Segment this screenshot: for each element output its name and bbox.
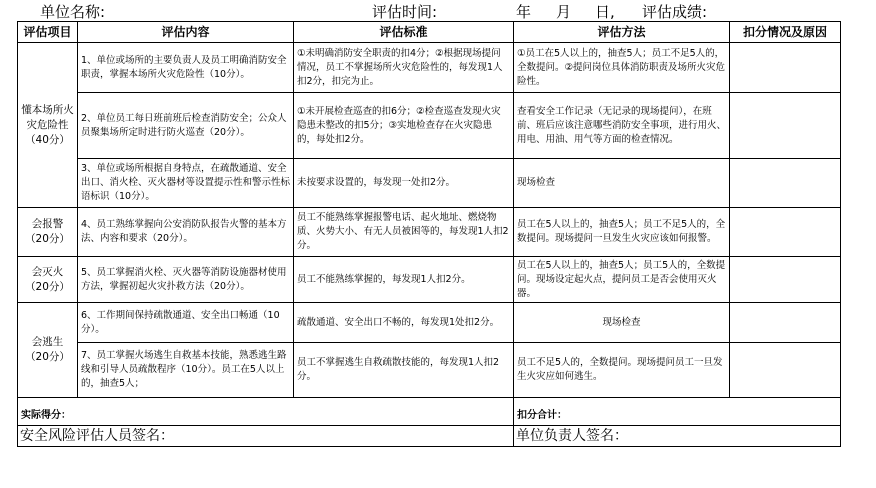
column-header-content: 评估内容 [78, 22, 294, 43]
standard-cell: 员工不能熟练掌握报警电话、起火地址、燃烧物质、火势大小、有无人员被困等的，每发现1人扣2分。 [294, 208, 514, 257]
table-row [18, 43, 841, 93]
content-cell: 3、单位或场所根据自身特点，在疏散通道、安全出口、消火栓、灭火器材等设置提示性和警示性标语标识（10分）。 [78, 159, 294, 208]
standard-cell: 疏散通道、安全出口不畅的，每发现1处扣2分。 [294, 303, 514, 343]
form-header [0, 0, 876, 20]
summary-row [18, 398, 841, 426]
column-header-standard: 评估标准 [294, 22, 514, 43]
content-cell: 5、员工掌握消火栓、灭火器等消防设施器材使用方法，掌握初起火灾扑救方法（20分）。 [78, 257, 294, 303]
day-label: 日, [595, 3, 615, 21]
column-header-item: 评估项目 [18, 22, 78, 43]
method-cell: 员工在5人以上的，抽查5人；员工5人的，全数提问。现场设定起火点，提问员工是否会使用灭火器。 [514, 257, 730, 303]
category-cell: 懂本场所火灾危险性（40分） [18, 43, 78, 208]
category-cell: 会报警（20分） [18, 208, 78, 257]
deduction-cell[interactable] [730, 343, 841, 398]
unit-name-label: 单位名称: [40, 3, 106, 21]
unit-head-signature-field[interactable]: 单位负责人签名： [514, 426, 841, 447]
year-label: 年 [516, 3, 532, 21]
method-cell: 员工不足5人的，全数提问。现场提问员工一旦发生火灾应如何逃生。 [514, 343, 730, 398]
content-cell: 2、单位员工每日班前班后检查消防安全；公众人员聚集场所定时进行防火巡查（20分）。 [78, 93, 294, 159]
table-row [18, 303, 841, 343]
deduction-cell[interactable] [730, 257, 841, 303]
assessment-score-label: 评估成绩: [642, 3, 708, 21]
table-row [18, 93, 841, 159]
assessment-table [17, 21, 841, 447]
deduction-cell[interactable] [730, 93, 841, 159]
deduction-cell[interactable] [730, 303, 841, 343]
method-cell: 现场检查 [514, 303, 730, 343]
method-cell: ①员工在5人以上的，抽查5人；员工不足5人的，全数提问。②提问岗位具体消防职责及场所火灾危险性。 [514, 43, 730, 93]
standard-cell: ①未开展检查巡查的扣6分；②检查巡查发现火灾隐患未整改的扣5分；③实地检查存在火灾隐患的，每处扣2分。 [294, 93, 514, 159]
assessment-time-label: 评估时间: [372, 3, 438, 21]
assessor-signature-field[interactable]: 安全风险评估人员签名： [18, 426, 514, 447]
category-cell: 会灭火（20分） [18, 257, 78, 303]
standard-cell: 员工不能熟练掌握的，每发现1人扣2分。 [294, 257, 514, 303]
category-cell: 会逃生（20分） [18, 303, 78, 398]
content-cell: 7、员工掌握火场逃生自救基本技能，熟悉逃生路线和引导人员疏散程序（10分）。员工在5人以上的，抽查5人； [78, 343, 294, 398]
standard-cell: 员工不掌握逃生自救疏散技能的，每发现1人扣2分。 [294, 343, 514, 398]
standard-cell: 未按要求设置的，每发现一处扣2分。 [294, 159, 514, 208]
content-cell: 4、员工熟练掌握向公安消防队报告火警的基本方法、内容和要求（20分）。 [78, 208, 294, 257]
column-header-deduction: 扣分情况及原因 [730, 22, 841, 43]
content-cell: 6、工作期间保持疏散通道、安全出口畅通（10分）。 [78, 303, 294, 343]
table-row [18, 208, 841, 257]
actual-score-field[interactable]: 实际得分： [18, 398, 514, 426]
deduction-total-field[interactable]: 扣分合计： [514, 398, 841, 426]
signature-row [18, 426, 841, 447]
content-cell: 1、单位或场所的主要负责人及员工明确消防安全职责，掌握本场所火灾危险性（10分）。 [78, 43, 294, 93]
deduction-cell[interactable] [730, 159, 841, 208]
method-cell: 员工在5人以上的，抽查5人；员工不足5人的，全数提问。现场提问一旦发生火灾应该如何报警。 [514, 208, 730, 257]
table-header-row [18, 22, 841, 43]
table-row [18, 159, 841, 208]
deduction-cell[interactable] [730, 208, 841, 257]
month-label: 月 [556, 3, 572, 21]
table-row [18, 343, 841, 398]
standard-cell: ①未明确消防安全职责的扣4分；②根据现场提问情况，员工不掌握场所火灾危险性的，每发现1人扣2分，扣完为止。 [294, 43, 514, 93]
table-row [18, 257, 841, 303]
column-header-method: 评估方法 [514, 22, 730, 43]
deduction-cell[interactable] [730, 43, 841, 93]
method-cell: 现场检查 [514, 159, 730, 208]
method-cell: 查看安全工作记录（无记录的现场提问），在班前、班后应该注意哪些消防安全事项，进行用火、用电、用油、用气等方面的检查情况。 [514, 93, 730, 159]
